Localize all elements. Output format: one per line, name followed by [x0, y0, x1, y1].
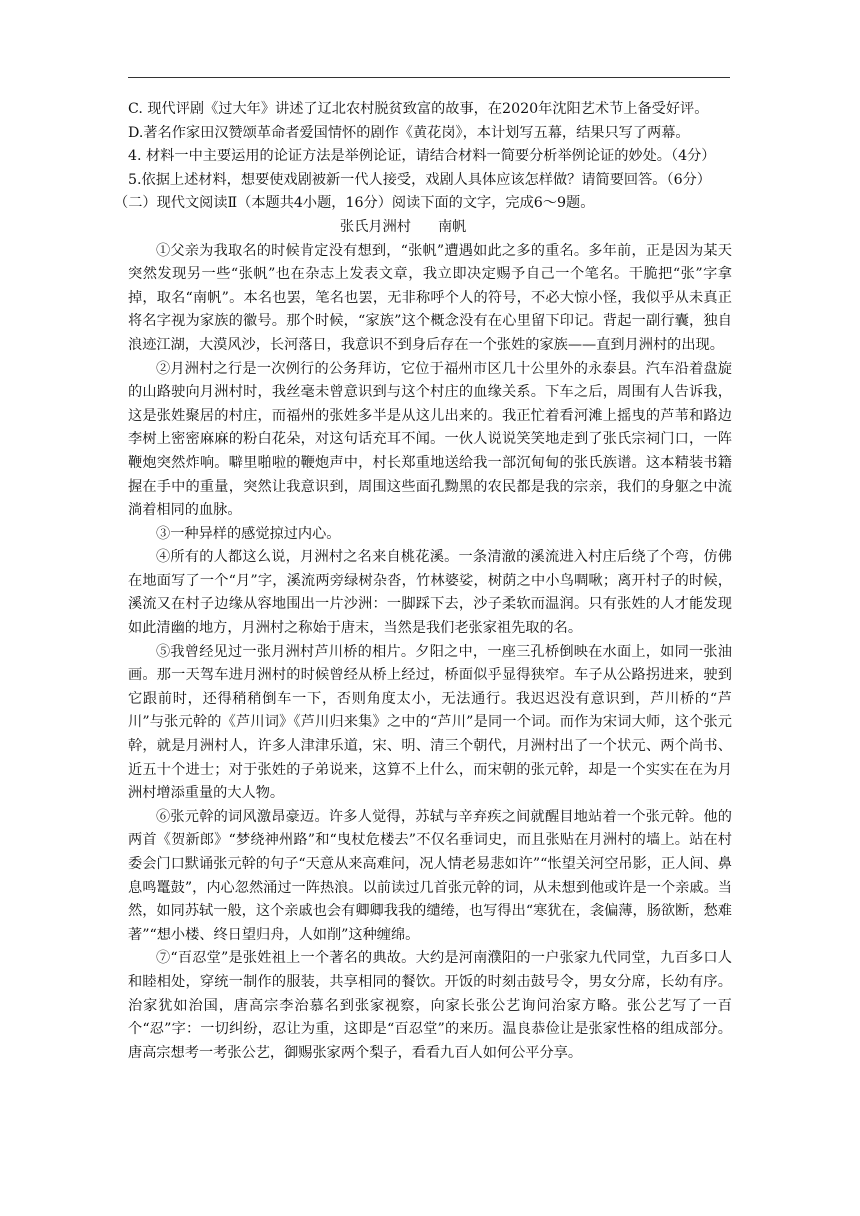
article-title: 张氏月洲村 南帆 — [340, 218, 467, 235]
option-d: D.著名作家田汉赞颂革命者爱国情怀的剧作《黄花岗》，本计划写五幕，结果只写了两幕。 — [128, 124, 690, 141]
paragraph-1: ①父亲为我取名的时候肯定没有想到，“张帆”遭遇如此之多的重名。多年前，正是因为某天突然发现另一些“张帆”也在杂志上发表文章，我立即决定赐予自己一个笔名。干脆把“张”字拿掉，取名“南帆”。本名也罢，笔名也罢，无非称呼个人的符号，不必大惊小怪，我似乎从未真正将名字视为家族的徽号。那个时候，“家族”这个概念没有在心里留下印记。背起一副行囊，独自浪迹江湖，大漠风沙，长河落日，我意识不到身后存在一个张姓的家族——直到月洲村的出现。 — [128, 242, 732, 353]
paragraph-2: ②月洲村之行是一次例行的公务拜访，它位于福州市区几十公里外的永泰县。汽车沿着盘旋的山路驶向月洲村时，我丝毫未曾意识到与这个村庄的血缘关系。下车之后，周围有人告诉我，这是张姓聚居的村庄，而福州的张姓多半是从这儿出来的。我正忙着看河滩上摇曳的芦苇和路边李树上密密麻麻的粉白花朵，对这句话充耳不闻。一伙人说说笑笑地走到了张氏宗祠门口，一阵鞭炮突然炸响。噼里啪啦的鞭炮声中，村长郑重地送给我一部沉甸甸的张氏族谱。这本精装书籍握在手中的重量，突然让我意识到，周围这些面孔黝黑的农民都是我的宗亲，我们的身躯之中流淌着相同的血脉。 — [128, 360, 732, 519]
paragraph-6: ⑥张元幹的词风激昂豪迈。许多人觉得，苏轼与辛弃疾之间就醒目地站着一个张元幹。他的两首《贺新郎》“梦绕神州路”和“曳杖危楼去”不仅名垂词史，而且张贴在月洲村的墙上。站在村委会门口默诵张元幹的句子“天意从来高难问，况人情老易悲如许”“怅望关河空吊影，正人间、鼻息鸣鼍鼓”，内心忽然涌过一阵热浪。以前读过几首张元幹的词，从未想到他或许是一个亲戚。当然，如同苏轼一般，这个亲戚也会有卿卿我我的缱绻，也写得出“寒犹在，衾偏薄，肠欲断，愁难著”“想小楼、终日望归舟，人如削”这种缠绵。 — [128, 808, 732, 943]
paragraph-7: ⑦“百忍堂”是张姓祖上一个著名的典故。大约是河南濮阳的一户张家九代同堂，九百多口人和睦相处，穿统一制作的服装，共享相同的餐饮。开饭的时刻击鼓号令，男女分席，长幼有序。治家犹如治国，唐高宗李治慕名到张家视察，向家长张公艺询问治家方略。张公艺写了一百个“忍”字：一切纠纷，忍让为重，这即是“百忍堂”的来历。温良恭俭让是张家性格的组成部分。唐高宗想考一考张公艺，御赐张家两个梨子，看看九百人如何公平分享。 — [128, 950, 732, 1061]
paragraph-4: ④所有的人都这么说，月洲村之名来自桃花溪。一条清澈的溪流进入村庄后绕了个弯，仿佛在地面写了一个“月”字，溪流两旁绿树杂沓，竹林婆娑，树荫之中小鸟啁啾；离开村子的时候，溪流又在村子边缘从容地围出一片沙洲：一脚踩下去，沙子柔软而温润。只有张姓的人才能发现如此清幽的地方，月洲村之称始于唐末，当然是我们老张家祖先取的名。 — [128, 549, 732, 637]
question-4: 4. 材料一中主要运用的论证方法是举例论证，请结合材料一简要分析举例论证的妙处。（4分） — [128, 148, 716, 165]
paragraph-5: ⑤我曾经见过一张月洲村芦川桥的相片。夕阳之中，一座三孔桥倒映在水面上，如同一张油画。那一天驾车进月洲村的时候曾经从桥上经过，桥面似乎显得狭窄。车子从公路拐进来，驶到它跟前时，还得稍稍倒车一下，否则角度太小，无法通行。我迟迟没有意识到，芦川桥的“芦川”与张元幹的《芦川词》《芦川归来集》之中的“芦川”是同一个词。而作为宋词大师，这个张元幹，就是月洲村人，许多人津津乐道，宋、明、清三个朝代，月洲村出了一个状元、两个尚书、近五十个进士；对于张姓的子弟说来，这算不上什么，而宋朝的张元幹，却是一个实实在在为月洲村增添重量的大人物。 — [128, 643, 732, 802]
section-header: （二）现代文阅读Ⅱ（本题共4小题，16分）阅读下面的文字，完成6～9题。 — [114, 195, 595, 212]
option-c: C. 现代评剧《过大年》讲述了辽北农村脱贫致富的故事，在2020年沈阳艺术节上备受好评。 — [128, 101, 709, 117]
header-rule — [128, 77, 730, 78]
question-5: 5.依据上述材料，想要使戏剧被新一代人接受，戏剧人具体应该怎样做？请简要回答。（6分） — [128, 171, 711, 188]
document-body — [114, 98, 732, 1065]
paragraph-3: ③一种异样的感觉掠过内心。 — [156, 525, 341, 542]
